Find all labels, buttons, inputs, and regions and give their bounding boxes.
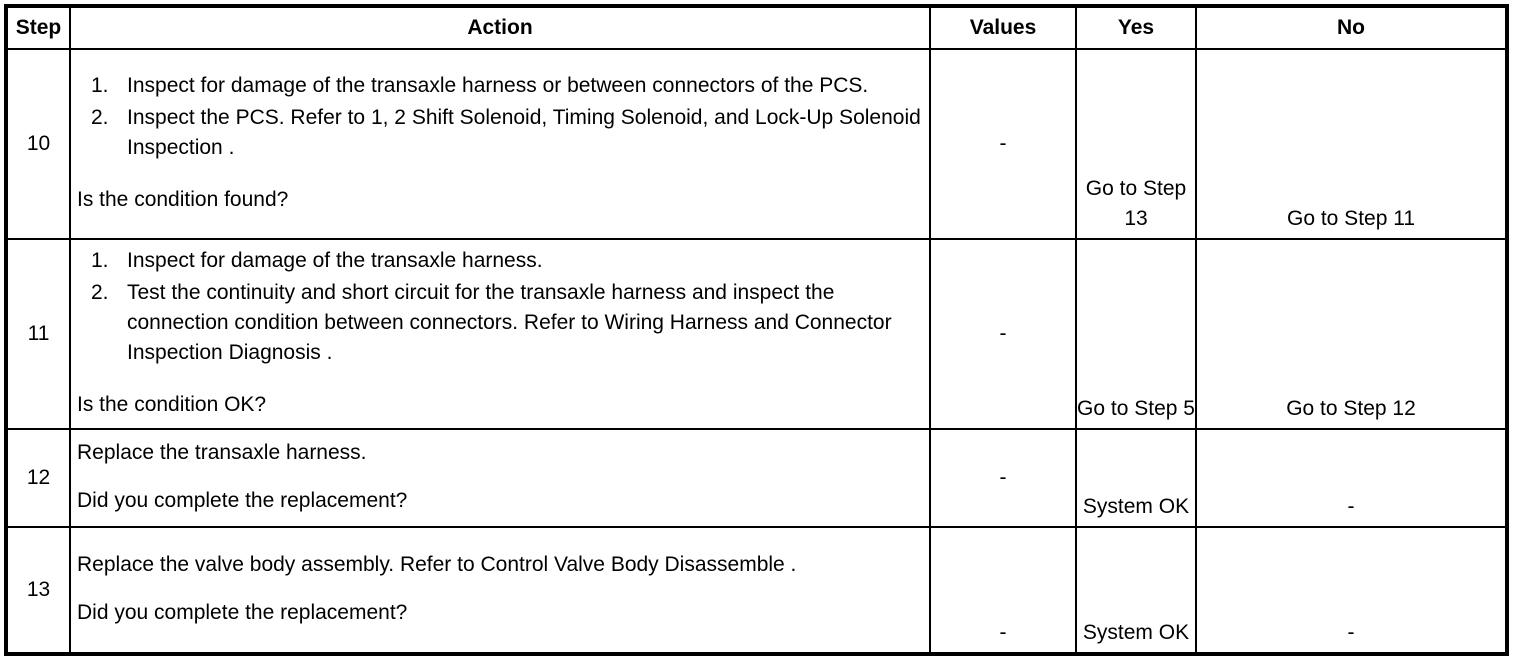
yes-cell: System OK — [1076, 527, 1196, 653]
question-text: Is the condition found? — [77, 188, 289, 211]
yes-cell: Go to Step 5 — [1076, 239, 1196, 429]
no-cell: - — [1196, 527, 1506, 653]
list-number: 2. — [91, 106, 109, 129]
table-row — [7, 239, 1506, 429]
action-cell — [70, 239, 930, 429]
step-number: 10 — [7, 49, 70, 239]
table-row — [7, 49, 1506, 239]
question-text: Did you complete the replacement? — [77, 601, 408, 624]
header-action: Action — [70, 7, 930, 49]
action-text: Replace the transaxle harness. — [77, 441, 367, 464]
question-text: Is the condition OK? — [77, 393, 267, 416]
values-cell: - — [930, 239, 1076, 429]
list-text: Inspect the PCS. Refer to 1, 2 Shift Solenoid, Timing Solenoid, and Lock-Up Solenoid Inspection . — [127, 106, 921, 159]
step-number: 12 — [7, 429, 70, 527]
list-item — [77, 278, 923, 368]
action-text: Replace the valve body assembly. Refer to Control Valve Body Disassemble . — [77, 553, 797, 576]
list-number: 1. — [91, 74, 109, 97]
values-cell: - — [930, 429, 1076, 527]
list-item — [77, 246, 923, 276]
table-row — [7, 429, 1506, 527]
header-values: Values — [930, 7, 1076, 49]
diagnostic-table — [6, 6, 1507, 654]
action-cell — [70, 429, 930, 527]
no-cell: Go to Step 11 — [1196, 49, 1506, 239]
values-cell: - — [930, 49, 1076, 239]
header-step: Step — [7, 7, 70, 49]
list-text: Inspect for damage of the transaxle harness. — [127, 249, 543, 272]
list-number: 2. — [91, 281, 109, 304]
question-text: Did you complete the replacement? — [77, 489, 408, 512]
no-cell: - — [1196, 429, 1506, 527]
header-yes: Yes — [1076, 7, 1196, 49]
list-number: 1. — [91, 249, 109, 272]
action-steps — [77, 71, 923, 163]
step-number: 13 — [7, 527, 70, 653]
step-number: 11 — [7, 239, 70, 429]
list-item — [77, 71, 923, 101]
action-cell — [70, 527, 930, 653]
header-no: No — [1196, 7, 1506, 49]
action-cell — [70, 49, 930, 239]
list-text: Test the continuity and short circuit for the transaxle harness and inspect the connection condition between connectors. Refer to Wiring Harness and Connector Inspection Diagnosis . — [127, 281, 892, 364]
action-steps — [77, 246, 923, 368]
yes-cell: Go to Step 13 — [1076, 49, 1196, 239]
values-cell: - — [930, 527, 1076, 653]
table-row — [7, 527, 1506, 653]
header-row — [7, 7, 1506, 49]
list-item — [77, 103, 923, 163]
no-cell: Go to Step 12 — [1196, 239, 1506, 429]
list-text: Inspect for damage of the transaxle harness or between connectors of the PCS. — [127, 74, 869, 97]
yes-cell: System OK — [1076, 429, 1196, 527]
